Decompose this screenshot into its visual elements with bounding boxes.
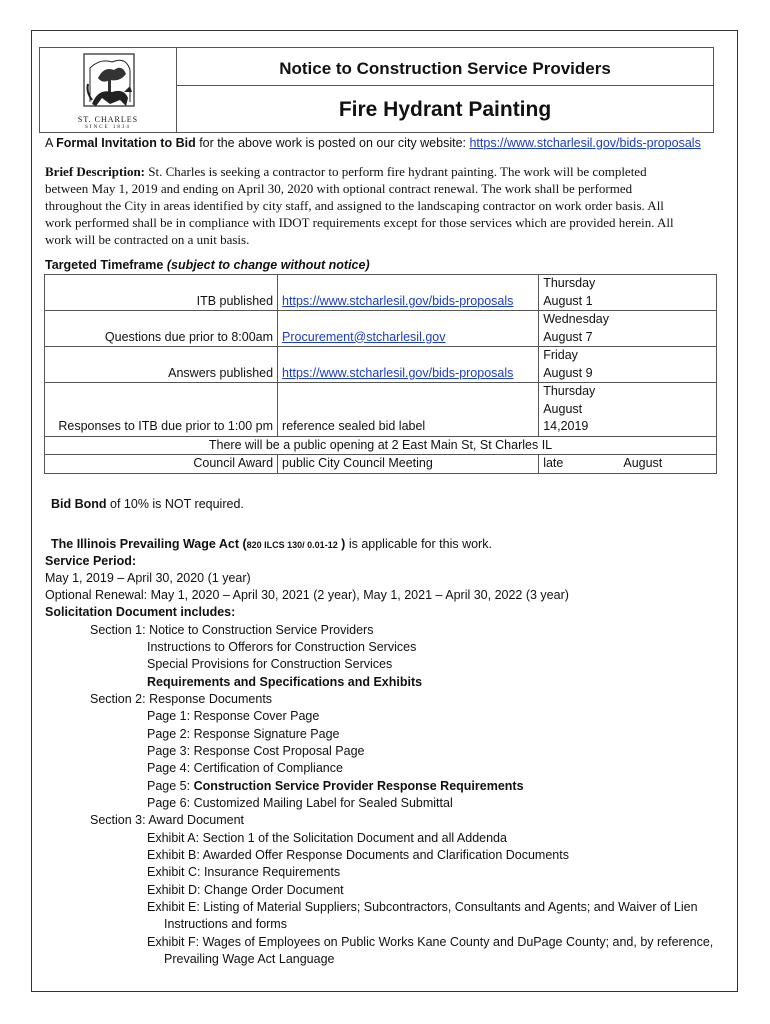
- table-row: [45, 436, 717, 455]
- list-item: Page 4: Certification of Compliance: [147, 761, 343, 775]
- list-item: Exhibit A: Section 1 of the Solicitation Document and all Addenda: [147, 831, 507, 845]
- timeframe-note: (subject to change without notice): [166, 258, 370, 272]
- list-item: Page 2: Response Signature Page: [147, 727, 340, 741]
- section-2: Section 2: Response Documents: [90, 692, 273, 706]
- wage-act-rest: is applicable for this work.: [345, 537, 492, 551]
- row-date-line: 14,2019: [543, 419, 589, 433]
- project-title: Fire Hydrant Painting: [338, 98, 552, 121]
- row-date-line: August 7: [543, 329, 593, 344]
- row-date-line: Thursday: [543, 276, 596, 290]
- intro-bold: Formal Invitation to Bid: [56, 136, 196, 150]
- timeframe-title: Targeted Timeframe: [45, 258, 164, 272]
- logo-tagline: SINCE 1834: [85, 125, 131, 130]
- section-1: Section 1: Notice to Construction Service Providers: [90, 623, 374, 637]
- brief-line-3: throughout the City in areas identified by city staff, and assigned to the landscaping contractor on work order basis. All: [45, 198, 664, 213]
- bid-bond-rest: of 10% is NOT required.: [106, 497, 244, 511]
- row-date: [539, 455, 717, 474]
- wage-act-line: [51, 536, 492, 554]
- row-date: [539, 383, 717, 437]
- answers-link[interactable]: https://www.stcharlesil.gov/bids-proposals: [282, 365, 514, 380]
- brief-label: Brief Description:: [45, 164, 146, 179]
- row-date-line: August 9: [543, 365, 593, 380]
- notice-title: Notice to Construction Service Providers: [177, 48, 713, 86]
- service-period-line-1: May 1, 2019 – April 30, 2020 (1 year): [45, 571, 251, 585]
- row-value: [278, 311, 539, 347]
- list-item-cont: Instructions and forms: [164, 917, 287, 931]
- row-value: [278, 275, 539, 311]
- service-period-label: Service Period:: [45, 554, 137, 568]
- list-item: Requirements and Specifications and Exhibits: [147, 675, 423, 689]
- brief-text: St. Charles is seeking a contractor to perform fire hydrant painting. The work will be completed: [148, 164, 647, 179]
- brief-line-5: work will be contracted on a unit basis.: [45, 232, 250, 247]
- timeframe-heading: [45, 257, 370, 274]
- brief-line-4: work performed shall be in compliance with IDOT requirements except for those services which are provided herein. All: [45, 215, 674, 230]
- bid-bond-line: [51, 496, 244, 513]
- award-date-a: late: [543, 456, 564, 470]
- row-date: [539, 311, 717, 347]
- brief-line-1: [45, 163, 647, 180]
- intro-prefix: A: [45, 136, 57, 150]
- list-item: Special Provisions for Construction Services: [147, 657, 393, 671]
- list-item-cont: Prevailing Wage Act Language: [164, 952, 335, 966]
- row-date: [539, 275, 717, 311]
- bids-link[interactable]: https://www.stcharlesil.gov/bids-proposals: [469, 136, 701, 150]
- intro-middle: for the above work is posted on our city website:: [195, 136, 470, 150]
- list-item: Page 6: Customized Mailing Label for Sealed Submittal: [147, 796, 453, 810]
- row-value: reference sealed bid label: [278, 383, 539, 437]
- list-item: Page 1: Response Cover Page: [147, 709, 320, 723]
- row-date-line: Friday: [543, 348, 578, 362]
- row-label: Answers published: [45, 347, 278, 383]
- brief-line-2: between May 1, 2019 and ending on April 30, 2020 with optional contract renewal. The work shall be performed: [45, 181, 633, 196]
- row-value: public City Council Meeting: [278, 455, 539, 474]
- page5-bold: Construction Service Provider Response Requirements: [193, 779, 524, 793]
- wage-act-bold: The Illinois Prevailing Wage Act (: [51, 537, 247, 551]
- wage-act-bold-end: ): [337, 537, 346, 551]
- row-date: [539, 347, 717, 383]
- row-label: ITB published: [45, 275, 278, 311]
- logo-name: ST. CHARLES: [77, 115, 139, 124]
- row-label: Responses to ITB due prior to 1:00 pm: [45, 383, 278, 437]
- row-date-line: Wednesday: [543, 312, 609, 326]
- award-date-b: August: [623, 456, 663, 470]
- list-item: Exhibit F: Wages of Employees on Public Works Kane County and DuPage County; and, by reference,: [147, 935, 714, 949]
- section-3: Section 3: Award Document: [90, 813, 245, 827]
- fox-tree-logo-icon: [40, 48, 176, 114]
- header-table: [39, 47, 714, 133]
- row-date-line: August: [543, 401, 583, 416]
- opening-note: There will be a public opening at 2 East Main St, St Charles IL: [45, 436, 717, 455]
- table-row: [45, 347, 717, 383]
- row-label: Council Award: [45, 455, 278, 474]
- row-label: Questions due prior to 8:00am: [45, 311, 278, 347]
- row-date-line: Thursday: [543, 384, 596, 398]
- row-value: [278, 347, 539, 383]
- email-link[interactable]: Procurement@stcharlesil.gov: [282, 329, 446, 344]
- page5-prefix: Page 5:: [147, 779, 194, 793]
- list-item: [147, 778, 524, 795]
- table-row: [45, 455, 717, 474]
- table-row: [45, 275, 717, 311]
- list-item: Instructions to Offerors for Construction Services: [147, 640, 417, 654]
- service-period-line-2: Optional Renewal: May 1, 2020 – April 30, 2021 (2 year), May 1, 2021 – April 30, 2022 (3 year): [45, 588, 569, 602]
- list-item: Exhibit B: Awarded Offer Response Documents and Clarification Documents: [147, 848, 569, 862]
- intro-line: [45, 135, 701, 152]
- solicitation-label: Solicitation Document includes:: [45, 605, 236, 619]
- row-date-line: August 1: [543, 293, 593, 308]
- table-row: [45, 311, 717, 347]
- bid-bond-bold: Bid Bond: [51, 497, 107, 511]
- list-item: Exhibit E: Listing of Material Suppliers; Subcontractors, Consultants and Agents; and Waiver of Lien: [147, 900, 698, 914]
- list-item: Exhibit D: Change Order Document: [147, 883, 344, 897]
- wage-act-citation: 820 ILCS 130/ 0.01-12: [246, 540, 338, 550]
- timeframe-table: [44, 274, 717, 474]
- list-item: Exhibit C: Insurance Requirements: [147, 865, 341, 879]
- city-logo: [40, 48, 177, 132]
- list-item: Page 3: Response Cost Proposal Page: [147, 744, 365, 758]
- itb-link[interactable]: https://www.stcharlesil.gov/bids-proposals: [282, 293, 514, 308]
- table-row: [45, 383, 717, 437]
